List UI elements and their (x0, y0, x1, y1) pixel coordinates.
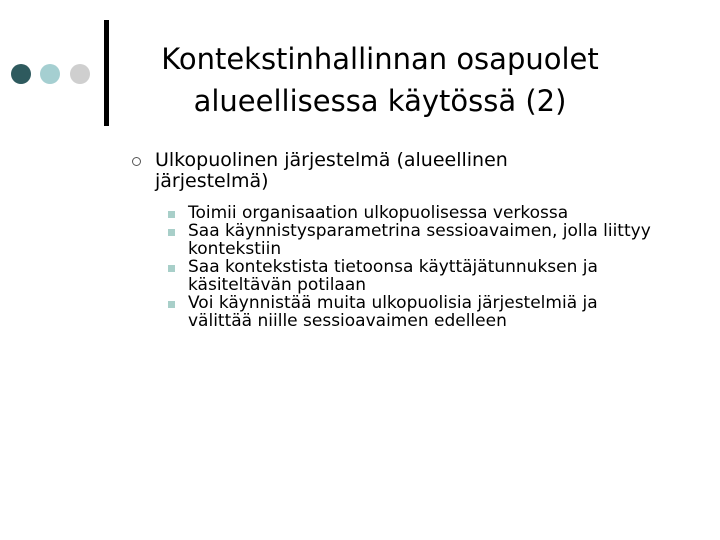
title-divider (104, 20, 109, 126)
square-bullet-icon (168, 265, 175, 272)
decor-dot-light (70, 64, 90, 84)
bullet-item (132, 150, 692, 192)
ring-bullet-icon (132, 157, 141, 166)
sub-bullet-text: Voi käynnistää muita ulkopuolisia järjestelmiä ja välittää niille sessioavaimen edelleen (188, 293, 598, 331)
decor-dot-dark (11, 64, 31, 84)
sub-bullet-item (168, 294, 692, 330)
square-bullet-icon (168, 301, 175, 308)
sub-bullet-text: Saa käynnistysparametrina sessioavaimen, jolla liittyy kontekstiin (188, 221, 651, 259)
sub-bullet-list (168, 204, 692, 330)
bullet-text: Ulkopuolinen järjestelmä (alueellinen järjestelmä) (155, 149, 508, 192)
sub-bullet-text: Toimii organisaation ulkopuolisessa verkossa (188, 203, 569, 223)
sub-bullet-item (168, 204, 692, 222)
sub-bullet-item (168, 258, 692, 294)
title-line-1: Kontekstinhallinnan osapuolet (161, 42, 599, 76)
decor-dot-mid (40, 64, 60, 84)
sub-bullet-item (168, 222, 692, 258)
sub-bullet-text: Saa kontekstista tietoonsa käyttäjätunnuksen ja käsiteltävän potilaan (188, 257, 598, 295)
square-bullet-icon (168, 211, 175, 218)
title-line-2: alueellisessa käytössä (2) (193, 84, 567, 118)
slide-title (130, 38, 630, 122)
square-bullet-icon (168, 229, 175, 236)
slide-content (132, 150, 692, 330)
